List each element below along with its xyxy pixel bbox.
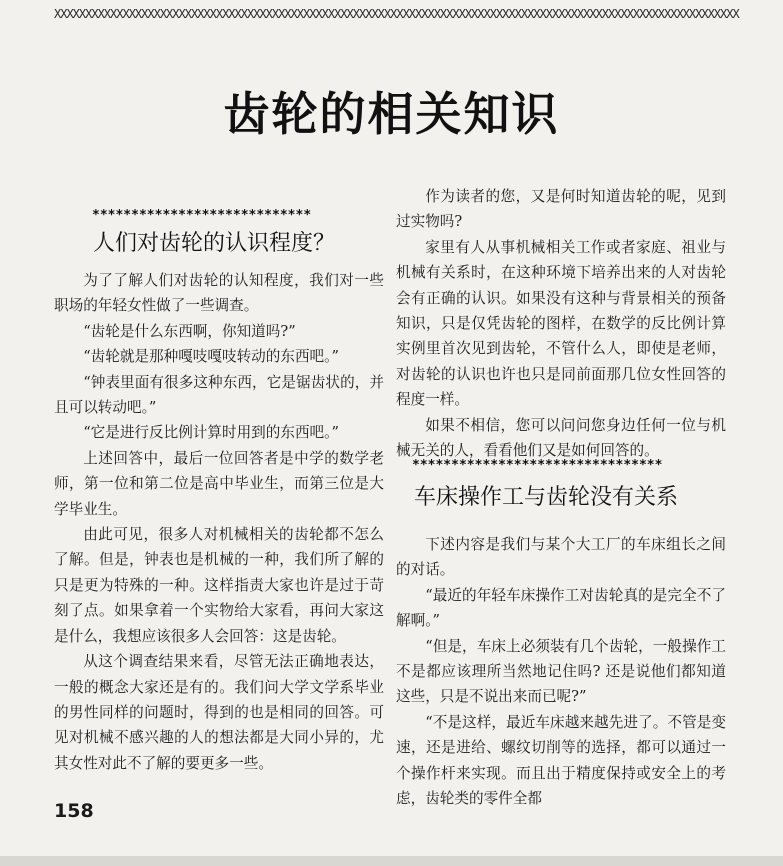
section1-stars-divider: **************************** [92,208,312,223]
section2-heading: 车床操作工与齿轮没有关系 [414,485,679,510]
paragraph: 从这个调查结果来看，尽管无法正确地表达，一般的概念大家还是有的。我们问大学文学系毕业的男性同样的问题时，得到的也是相同的回答。可见对机械不感兴趣的人的想法都是大同小异的，尤其女性对此不了解的要更多一些。 [54,653,384,772]
paragraph: “齿轮就是那种嘎吱嘎吱转动的东西吧。” [83,348,339,366]
paragraph: “不是这样，最近车床越来越先进了。不管是变速，还是进给、螺纹切削等的选择，都可以通过一个操作杆来实现。而且出于精度保持或安全上的考虑，齿轮类的零件全都 [396,713,726,808]
paragraph: 作为读者的您，又是何时知道齿轮的呢，见到过实物吗? [396,188,726,231]
decorative-border: XXXXXXXXXXXXXXXXXXXXXXXXXXXXXXXXXXXXXXXXXXXXXXXXXXXXXXXXXXXXXXXXXXXXXXXXXXXXXXXXXXXXXXXXXXXXXXXXXXXXXXXXXXXXXX [54,7,739,21]
right-column-top [396,184,726,463]
right-column-bottom [396,532,726,811]
page-bottom-edge [0,856,783,866]
paragraph: “齿轮是什么东西啊，你知道吗?” [83,322,296,340]
paragraph: “但是，车床上必须装有几个齿轮，一般操作工不是都应该理所当然地记住吗? 还是说他们都知道这些，只是不说出来而已呢?” [396,637,726,706]
section2-stars-divider: ******************************** [412,458,663,473]
left-column [54,268,384,776]
paragraph: 如果不相信，您可以问问您身边任何一位与机械无关的人，看看他们又是如何回答的。 [396,416,726,460]
paragraph: “钟表里面有很多这种东西，它是锯齿状的，并且可以转动吧。” [54,373,384,417]
paragraph: 上述回答中，最后一位回答者是中学的数学老师，第一位和第二位是高中毕业生，而第三位是大学毕业生。 [54,449,384,518]
paragraph: 家里有人从事机械相关工作或者家庭、祖业与机械有关系时，在这种环境下培养出来的人对齿轮会有正确的认识。如果没有这种与背景相关的预备知识，只是仅凭齿轮的图样，在数学的反比例计算实例里首次见到齿轮，不管什么人，即使是老师，对齿轮的认识也许也只是同前面那几位女性回答的程度一样。 [396,238,726,409]
section1-heading: 人们对齿轮的认识程度？ [93,231,336,256]
paragraph: “最近的年轻车床操作工对齿轮真的是完全不了解啊。” [396,586,726,630]
paragraph: “它是进行反比例计算时用到的东西吧。” [83,424,339,442]
page-title: 齿轮的相关知识 [223,87,560,141]
page-number: 158 [54,800,94,822]
paragraph: 为了了解人们对齿轮的认知程度，我们对一些职场的年轻女性做了一些调查。 [54,272,384,315]
paragraph: 下述内容是我们与某个大工厂的车床组长之间的对话。 [396,536,726,579]
paragraph: 由此可见，很多人对机械相关的齿轮都不怎么了解。但是，钟表也是机械的一种，我们所了解的只是更为特殊的一种。这样指责大家也许是过于苛刻了点。如果拿着一个实物给大家看，再问大家这是什么，我想应该很多人会回答：这是齿轮。 [54,526,384,645]
